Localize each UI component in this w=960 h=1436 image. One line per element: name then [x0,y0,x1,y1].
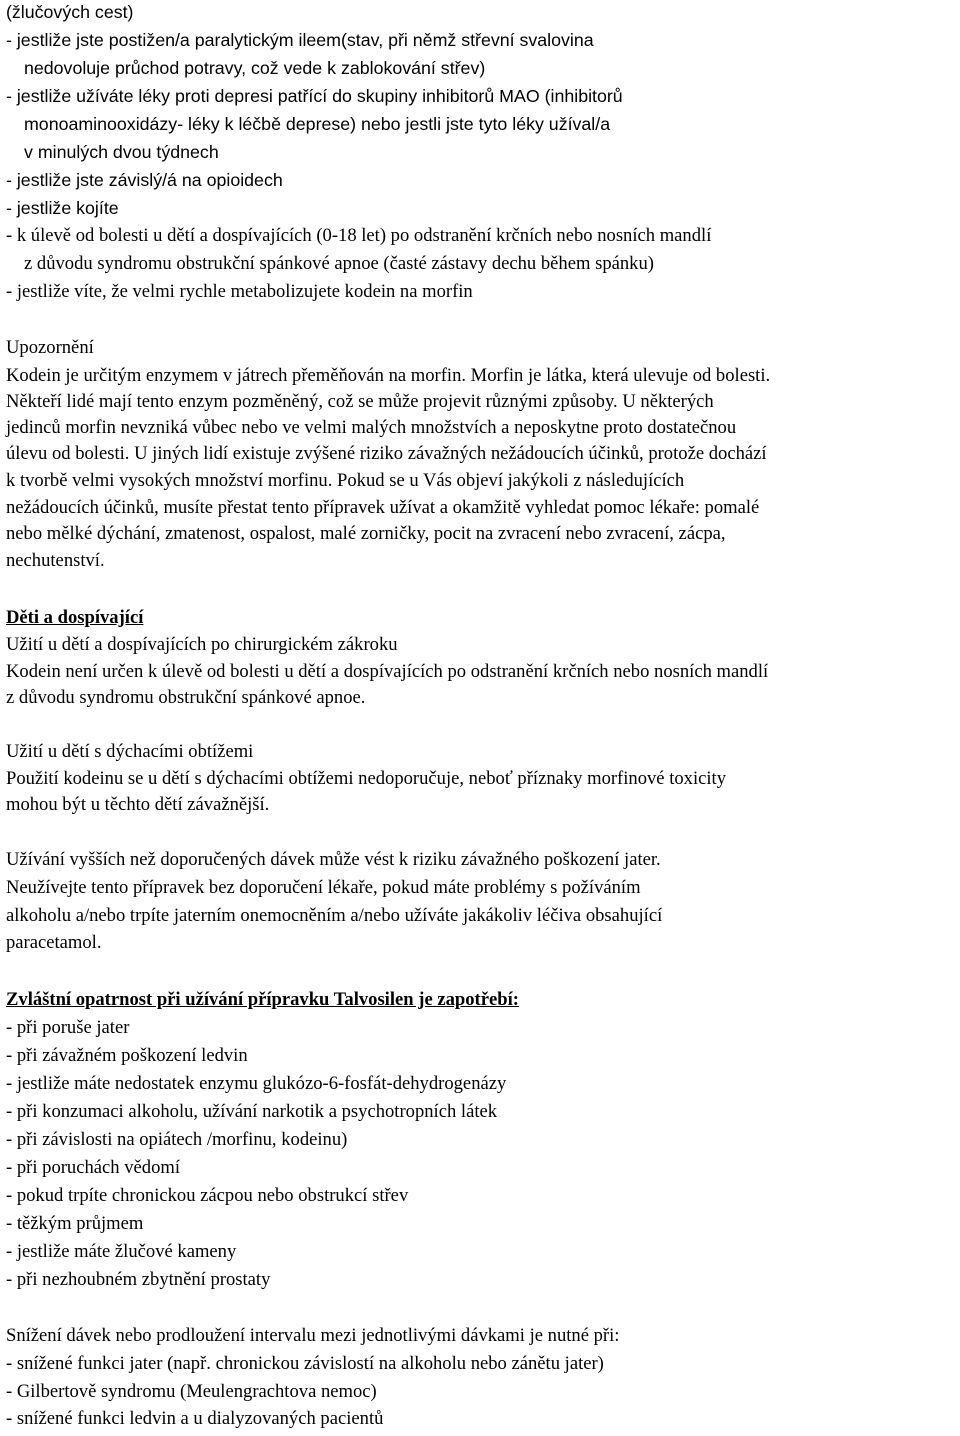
children-surgery-subtitle: Užití u dětí a dospívajících po chirurgickém zákroku [6,634,398,655]
contraindication-line: (žlučových cest) [6,2,134,22]
dosing-line: alkoholu a/nebo trpíte jaterním onemocněním a/nebo užíváte jakákoliv léčiva obsahující [6,905,663,926]
precaution-item: - při konzumaci alkoholu, užívání narkotik a psychotropních látek [6,1101,498,1122]
precaution-item: - při závažném poškození ledvin [6,1045,248,1066]
warning-line: nežádoucích účinků, musíte přestat tento přípravek užívat a okamžitě vyhledat pomoc lékaře: pomalé [6,497,760,518]
precaution-item: - při nezhoubném zbytnění prostaty [6,1269,271,1290]
precaution-item: - při poruše jater [6,1017,130,1038]
dose-reduction-title: Snížení dávek nebo prodloužení intervalu mezi jednotlivými dávkami je nutné při: [6,1325,620,1346]
precaution-item: - jestliže máte žlučové kameny [6,1241,237,1262]
warning-line: nebo mělké dýchání, zmatenost, ospalost, malé zorničky, pocit na zvracení nebo zvracení, zácpa, [6,523,726,544]
warning-line: Někteří lidé mají tento enzym pozměněný, což se může projevit různými způsoby. U některých [6,391,714,412]
precaution-item: - při poruchách vědomí [6,1157,180,1178]
contraindication-line: z důvodu syndromu obstrukční spánkové apnoe (časté zástavy dechu během spánku) [24,253,654,274]
contraindication-line: nedovoluje průchod potravy, což vede k zablokování střev) [24,58,486,78]
contraindication-line: - jestliže víte, že velmi rychle metabolizujete kodein na morfin [6,281,473,302]
children-breathing-subtitle: Užití u dětí s dýchacími obtížemi [6,741,254,762]
precaution-item: - těžkým průjmem [6,1213,144,1234]
contraindication-line: - jestliže užíváte léky proti depresi patřící do skupiny inhibitorů MAO (inhibitorů [6,86,623,106]
warning-line: nechutenství. [6,550,105,571]
children-breathing-line: mohou být u těchto dětí závažnější. [6,794,270,815]
contraindication-line: - jestliže kojíte [6,198,119,218]
precaution-item: - pokud trpíte chronickou zácpou nebo obstrukcí střev [6,1185,409,1206]
dose-reduction-item: - Gilbertově syndromu (Meulengrachtova nemoc) [6,1381,377,1402]
warning-line: jedinců morfin nevzniká vůbec nebo ve velmi malých množstvích a neposkytne proto dostatečnou [6,417,737,438]
children-surgery-line: Kodein není určen k úlevě od bolesti u dětí a dospívajících po odstranění krčních nebo nosních mandlí [6,661,769,682]
contraindication-line: monoaminooxidázy- léky k léčbě deprese) nebo jestli jste tyto léky užíval/a [24,114,611,134]
contraindication-line: - jestliže jste postižen/a paralytickým ileem(stav, při němž střevní svalovina [6,30,594,50]
dose-reduction-item: - snížené funkci ledvin a u dialyzovaných pacientů [6,1408,384,1429]
warning-line: Kodein je určitým enzymem v játrech přeměňován na morfin. Morfin je látka, která ulevuje od bolesti. [6,365,771,386]
warning-line: k tvorbě velmi vysokých množství morfinu. Pokud se u Vás objeví jakýkoli z následujících [6,470,685,491]
contraindication-line: v minulých dvou týdnech [24,142,219,162]
children-breathing-line: Použití kodeinu se u dětí s dýchacími obtížemi nedoporučuje, neboť příznaky morfinové toxicity [6,768,727,789]
precautions-title: Zvláštní opatrnost při užívání přípravku Talvosilen je zapotřebí: [6,989,519,1010]
dosing-line: paracetamol. [6,932,102,953]
children-title: Děti a dospívající [6,607,144,628]
dose-reduction-item: - snížené funkci jater (např. chronickou závislostí na alkoholu nebo zánětu jater) [6,1353,604,1374]
contraindication-line: - k úlevě od bolesti u dětí a dospívajících (0-18 let) po odstranění krčních nebo nosních mandlí [6,225,712,246]
warning-title: Upozornění [6,337,94,358]
contraindication-line: - jestliže jste závislý/á na opioidech [6,170,283,190]
dosing-line: Neužívejte tento přípravek bez doporučení lékaře, pokud máte problémy s požíváním [6,877,641,898]
dosing-line: Užívání vyšších než doporučených dávek může vést k riziku závažného poškození jater. [6,849,661,870]
children-surgery-line: z důvodu syndromu obstrukční spánkové apnoe. [6,687,366,708]
warning-line: úlevu od bolesti. U jiných lidí existuje zvýšené riziko závažných nežádoucích účinků, protože dochází [6,443,767,464]
precaution-item: - jestliže máte nedostatek enzymu glukózo-6-fosfát-dehydrogenázy [6,1073,507,1094]
precaution-item: - při závislosti na opiátech /morfinu, kodeinu) [6,1129,348,1150]
